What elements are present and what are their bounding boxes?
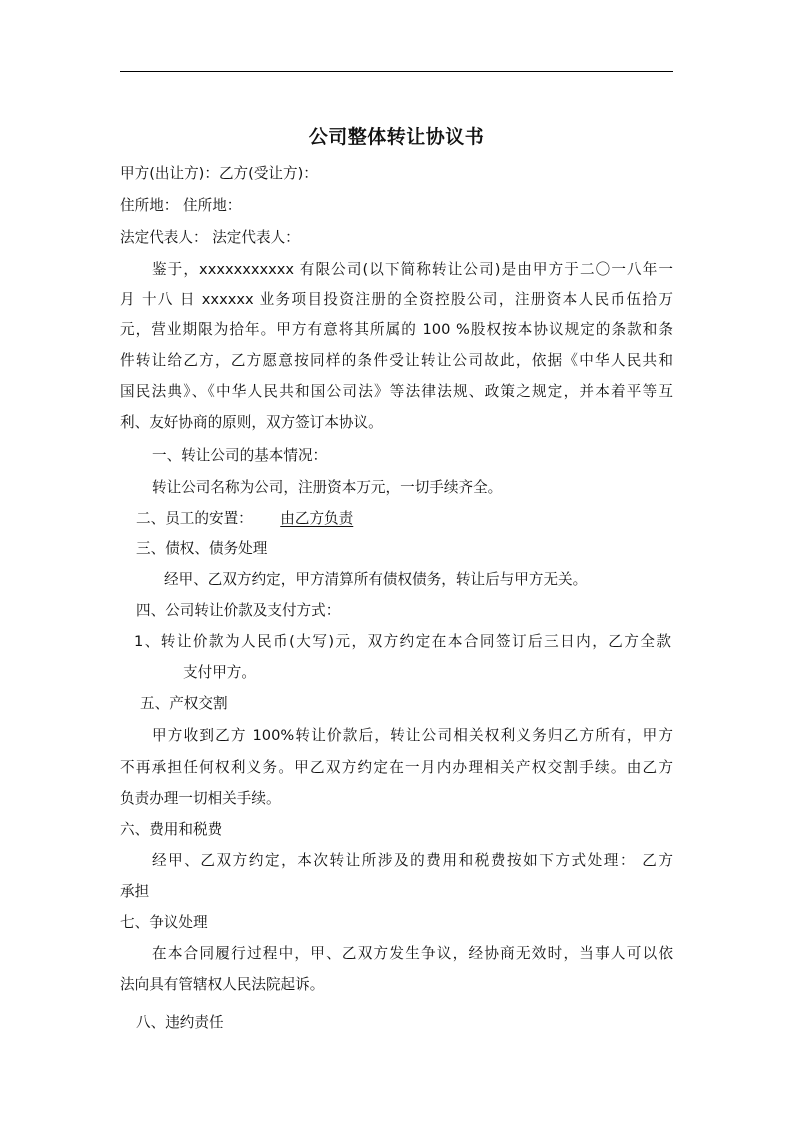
preamble-line: 鉴于，xxxxxxxxxxx 有限公司(以下简称转让公司)是由甲方于二〇一八年一: [152, 261, 673, 278]
address-line: 住所地： 住所地：: [120, 197, 242, 214]
section-body: 转让公司名称为公司，注册资本万元，一切手续齐全。: [152, 479, 503, 496]
section-body: 法向具有管辖权人民法院起诉。: [120, 976, 325, 993]
section-heading: 七、争议处理: [120, 914, 208, 931]
section-heading: 二、员工的安置：: [136, 510, 253, 527]
section-heading: 四、公司转让价款及支付方式：: [136, 602, 341, 619]
section-body: 不再承担任何权利义务。甲乙双方约定在一月内办理相关产权交割手续。由乙方: [120, 759, 673, 776]
staff-arrangement-value: 由乙方负责: [280, 510, 354, 527]
payment-item: 1、转让价款为人民币(大写)元，双方约定在本合同签订后三日内，乙方全款: [134, 633, 671, 650]
representative-line: 法定代表人： 法定代表人：: [120, 229, 300, 246]
party-line: 甲方(出让方)：乙方(受让方)：: [120, 165, 318, 182]
staff-arrangement-line: [136, 509, 381, 529]
section-body: 在本合同履行过程中，甲、乙双方发生争议，经协商无效时，当事人可以依: [152, 945, 673, 962]
section-heading: 八、违约责任: [136, 1014, 224, 1031]
preamble-line: 国民法典》、《中华人民共和国公司法》等法律法规、政策之规定，并本着平等互: [120, 383, 673, 400]
section-body: 甲方收到乙方 100%转让价款后，转让公司相关权利义务归乙方所有，甲方: [152, 727, 673, 744]
section-body: 负责办理一切相关手续。: [120, 790, 281, 807]
document-title: 公司整体转让协议书: [308, 126, 485, 148]
section-body: 经甲、乙双方约定，甲方清算所有债权债务，转让后与甲方无关。: [164, 571, 588, 588]
preamble-line: 利、友好协商的原则，双方签订本协议。: [120, 414, 383, 431]
section-heading: 一、转让公司的基本情况：: [152, 447, 328, 464]
section-body: 经甲、乙双方约定，本次转让所涉及的费用和税费按如下方式处理： 乙方: [152, 852, 673, 869]
preamble-line: 元，营业期限为拾年。甲方有意将其所属的 100 %股权按本协议规定的条款和条: [120, 321, 673, 338]
section-heading: 六、费用和税费: [120, 821, 223, 838]
preamble-line: 月 十八 日 xxxxxx 业务项目投资注册的全资控股公司，注册资本人民币伍拾万: [120, 291, 673, 308]
section-body: 承担: [120, 883, 150, 900]
section-heading: 三、债权、债务处理: [136, 540, 268, 557]
preamble-line: 件转让给乙方，乙方愿意按同样的条件受让转让公司故此，依据《中华人民共和: [120, 352, 673, 369]
header-rule: [120, 71, 673, 72]
payment-item-continued: 支付甲方。: [183, 664, 256, 681]
section-heading: 五、产权交割: [140, 695, 228, 712]
